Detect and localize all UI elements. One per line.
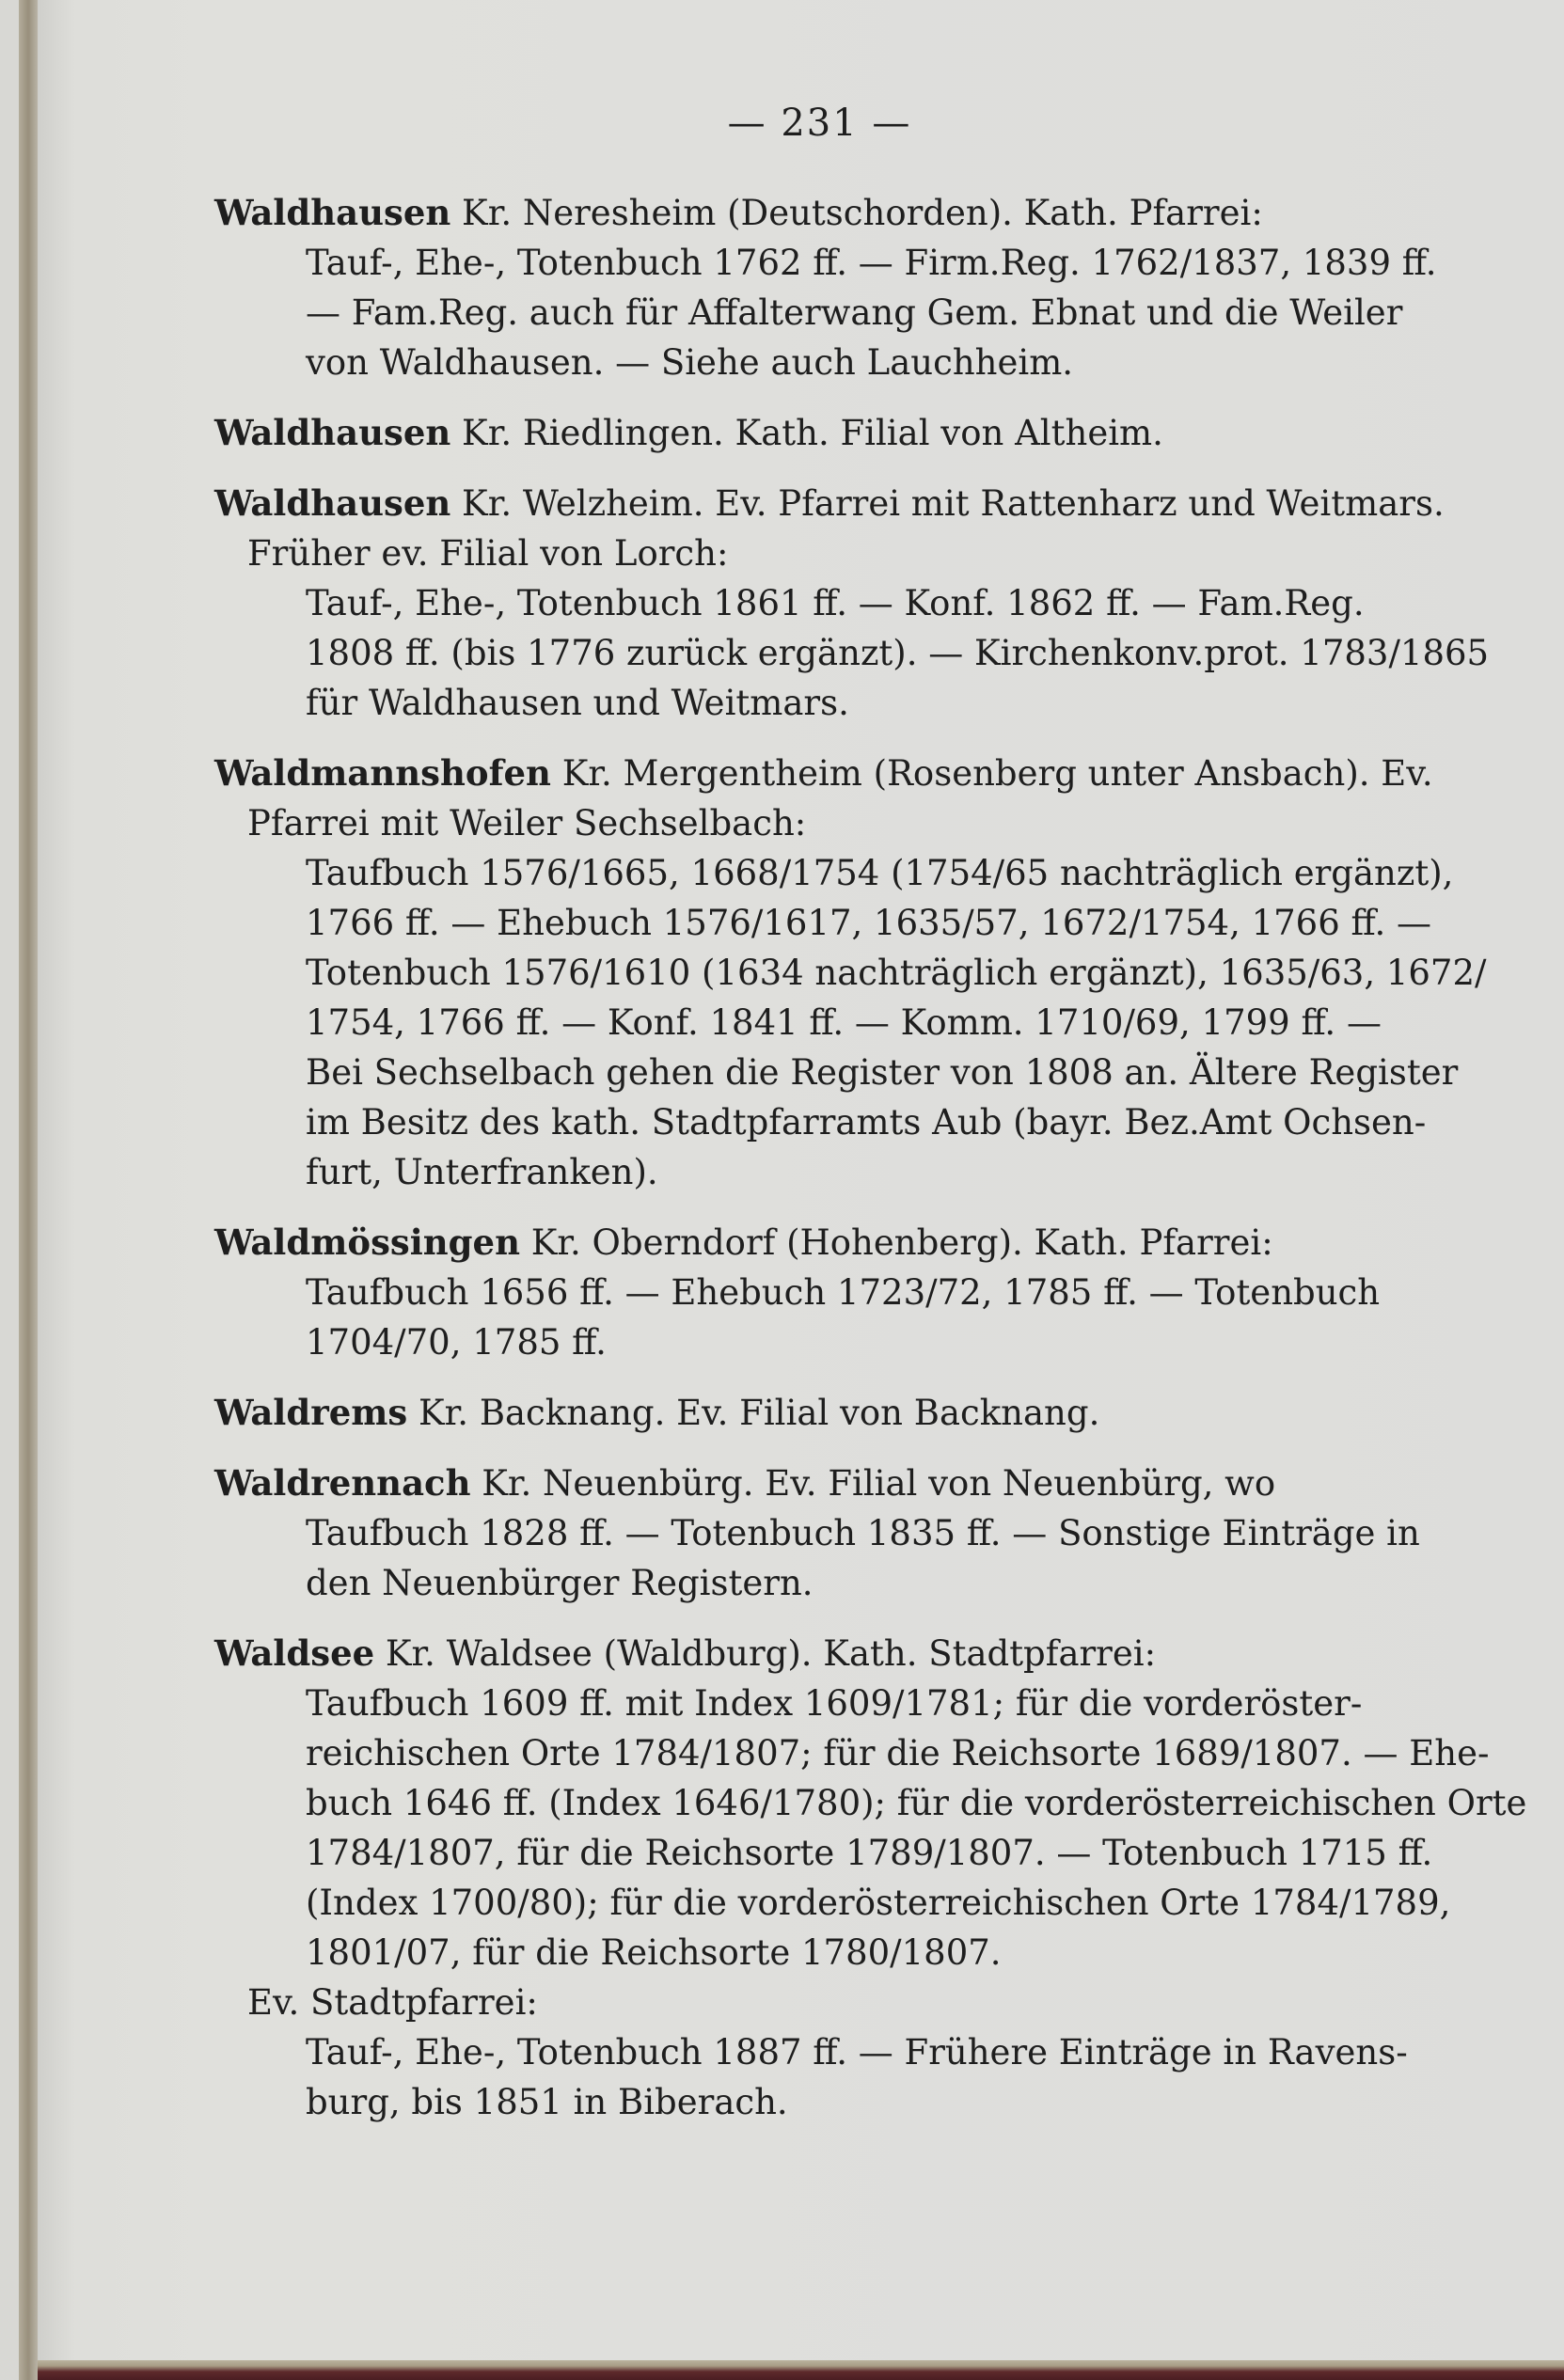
entry-waldhausen-neresheim (214, 188, 1437, 387)
headword: Waldhausen (214, 192, 451, 233)
entry-text: Kr. Backnang. Ev. Filial von Backnang. (407, 1393, 1100, 1433)
headword: Waldmössingen (214, 1222, 520, 1263)
headword: Waldmannshofen (214, 752, 551, 794)
entry-text: Kr. Welzheim. Ev. Pfarrei mit Rattenharz und Weitmars. (450, 483, 1445, 524)
entry-subheading: Ev. Stadtpfarrei: (247, 1982, 538, 2023)
entry-line: Taufbuch 1576/1665, 1668/1754 (1754/65 nachträglich ergänzt), (306, 853, 1454, 893)
entry-line: burg, bis 1851 in Biberach. (306, 2082, 788, 2122)
entry-waldmannshofen (214, 749, 1487, 1197)
entry-waldrems (214, 1388, 1418, 1438)
entry-text: Kr. Neuenbürg. Ev. Filial von Neuenbürg, wo (470, 1463, 1276, 1504)
entry-text: Kr. Waldsee (Waldburg). Kath. Stadtpfarrei: (374, 1633, 1157, 1674)
headword: Waldhausen (214, 412, 451, 453)
headword: Waldsee (214, 1632, 375, 1674)
entry-line: von Waldhausen. — Siehe auch Lauchheim. (306, 342, 1074, 383)
entry-line: Tauf-, Ehe-, Totenbuch 1762 ff. — Firm.Reg. 1762/1837, 1839 ff. (306, 243, 1437, 283)
register-entries (214, 188, 1527, 2148)
gutter-left (0, 0, 19, 2380)
entry-line: furt, Unterfranken). (306, 1152, 658, 1192)
entry-text: Kr. Riedlingen. Kath. Filial von Altheim. (450, 413, 1163, 453)
entry-line: 1766 ff. — Ehebuch 1576/1617, 1635/57, 1672/1754, 1766 ff. — (306, 903, 1432, 943)
entry-waldhausen-riedlingen (214, 408, 1418, 458)
entry-line: im Besitz des kath. Stadtpfarramts Aub (bayr. Bez.Amt Ochsen- (306, 1102, 1427, 1143)
entry-line: 1808 ff. (bis 1776 zurück ergänzt). — Kirchenkonv.prot. 1783/1865 (306, 633, 1490, 673)
entry-line: Bei Sechselbach gehen die Register von 1808 an. Ältere Register (306, 1052, 1459, 1093)
entry-line: 1704/70, 1785 ff. (306, 1322, 607, 1363)
entry-text: Kr. Neresheim (Deutschorden). Kath. Pfarrei: (450, 193, 1263, 233)
entry-line: 1754, 1766 ff. — Konf. 1841 ff. — Komm. 1710/69, 1799 ff. — (306, 1002, 1382, 1043)
entry-line: Tauf-, Ehe-, Totenbuch 1861 ff. — Konf. 1862 ff. — Fam.Reg. (306, 583, 1365, 623)
entry-line: Taufbuch 1828 ff. — Totenbuch 1835 ff. — Sonstige Einträge in (306, 1513, 1420, 1553)
entry-text: Kr. Mergentheim (Rosenberg unter Ansbach). Ev. (550, 753, 1433, 794)
headword: Waldhausen (214, 482, 451, 524)
entry-waldmoessingen (214, 1218, 1418, 1367)
headword: Waldrems (214, 1392, 408, 1433)
book-spine-edge (19, 0, 38, 2380)
entry-line: für Waldhausen und Weitmars. (306, 683, 849, 723)
entry-waldrennach (214, 1458, 1418, 1608)
page-number: — 231 — (727, 102, 912, 145)
entry-waldhausen-welzheim (214, 479, 1490, 728)
entry-line: — Fam.Reg. auch für Affalterwang Gem. Ebnat und die Weiler (306, 292, 1403, 333)
headword: Waldrennach (214, 1462, 471, 1504)
entry-waldsee (214, 1629, 1527, 2127)
entry-line: Taufbuch 1609 ff. mit Index 1609/1781; für die vorderöster- (306, 1683, 1363, 1724)
entry-line: reichischen Orte 1784/1807; für die Reichsorte 1689/1807. — Ehe- (306, 1733, 1490, 1773)
entry-line: Pfarrei mit Weiler Sechselbach: (247, 803, 807, 843)
entry-line: Totenbuch 1576/1610 (1634 nachträglich ergänzt), 1635/63, 1672/ (306, 953, 1487, 993)
entry-text: Kr. Oberndorf (Hohenberg). Kath. Pfarrei: (520, 1222, 1273, 1263)
book-bottom-edge (38, 2360, 1564, 2380)
entry-line: Taufbuch 1656 ff. — Ehebuch 1723/72, 1785 ff. — Totenbuch (306, 1272, 1381, 1313)
entry-line: Tauf-, Ehe-, Totenbuch 1887 ff. — Frühere Einträge in Ravens- (306, 2032, 1408, 2073)
entry-line: buch 1646 ff. (Index 1646/1780); für die vorderösterreichischen Orte (306, 1783, 1527, 1823)
entry-line: 1801/07, für die Reichsorte 1780/1807. (306, 1932, 1002, 1973)
entry-line: Früher ev. Filial von Lorch: (247, 533, 729, 574)
entry-line: (Index 1700/80); für die vorderösterreichischen Orte 1784/1789, (306, 1883, 1451, 1923)
entry-line: den Neuenbürger Registern. (306, 1563, 814, 1603)
entry-line: 1784/1807, für die Reichsorte 1789/1807. — Totenbuch 1715 ff. (306, 1833, 1433, 1873)
